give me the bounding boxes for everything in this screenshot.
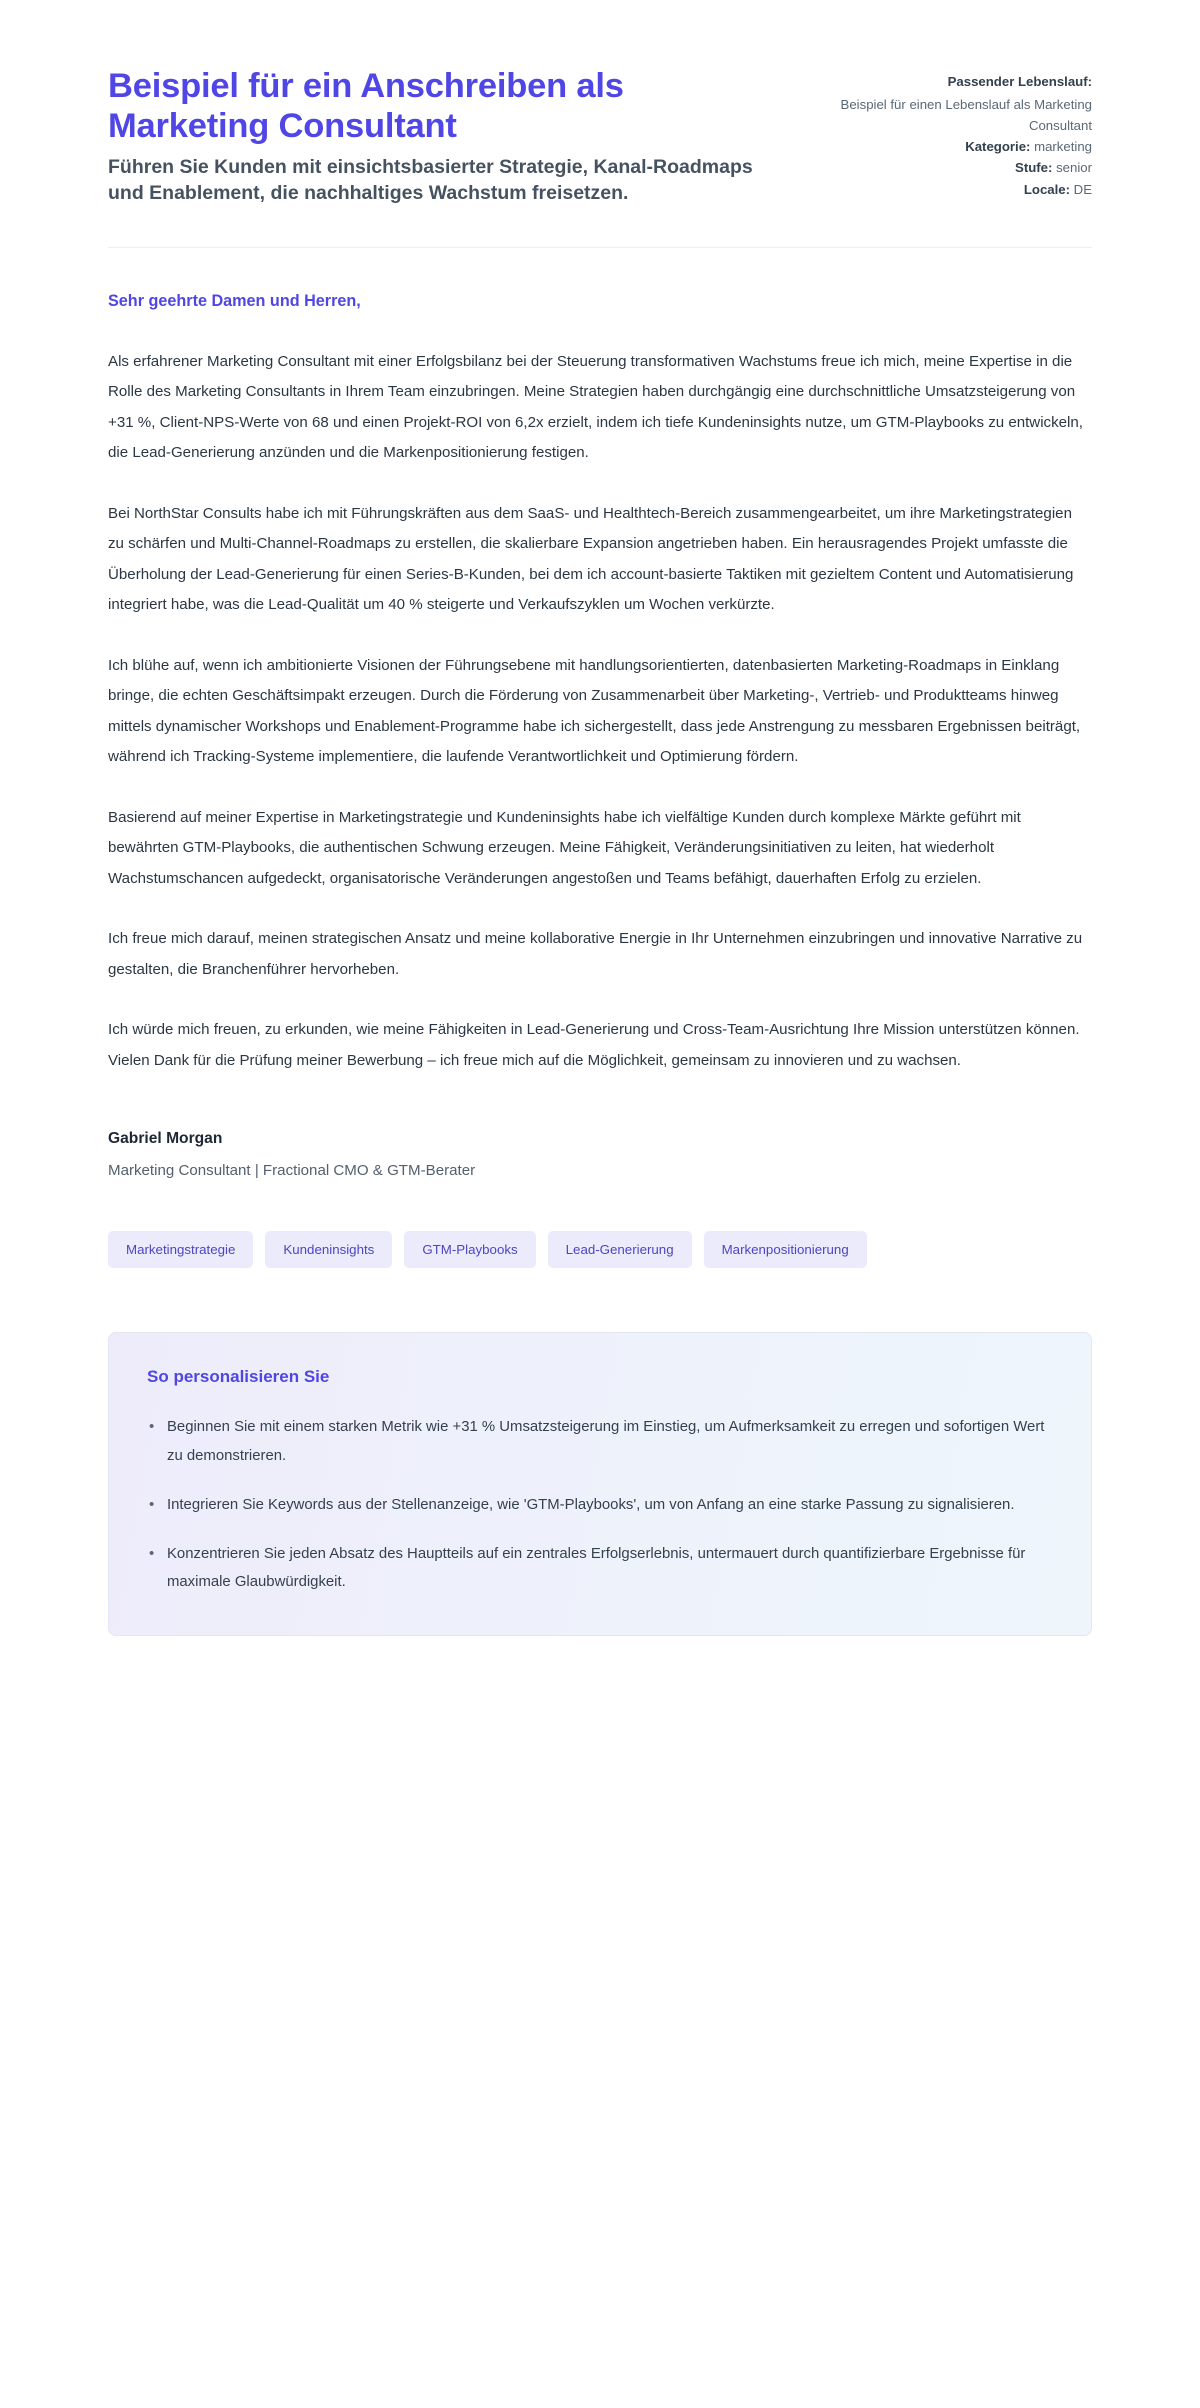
letter-paragraph: Ich würde mich freuen, zu erkunden, wie meine Fähigkeiten in Lead-Generierung und Cross-Team-Ausrichtung Ihre Mission unterstützen können. Vielen Dank für die Prüfung meiner Bewerbung – ich freue mich auf die Möglichkeit, gemeinsam zu innovieren und zu wachsen. [108,1021,1080,1069]
letter-paragraph: Basierend auf meiner Expertise in Marketingstrategie und Kundeninsights habe ich vielfältige Kunden durch komplexe Märkte geführt mit bewährten GTM-Playbooks, die authentischen Schwung erzeugen. Meine Fähigkeit, Veränderungsinitiativen zu leiten, hat wiederholt Wachstumschancen aufgedeckt, organisatorische Veränderungen angestoßen und Teams befähigt, dauerhaften Erfolg zu erzielen. [108,808,1021,887]
signature-role: Marketing Consultant | Fractional CMO & GTM-Berater [108,1162,476,1180]
tag-chip[interactable]: Lead-Generierung [548,1231,692,1268]
tag-chip[interactable]: GTM-Playbooks [404,1231,535,1268]
tag-chip[interactable]: Markenpositionierung [704,1231,867,1268]
meta-level [840,158,1092,178]
meta-matching-resume-value-row [840,95,1092,136]
letter-paragraph: Bei NorthStar Consults habe ich mit Führungskräften aus dem SaaS- und Healthtech-Bereich zusammengearbeitet, um ihre Marketingstrategien zu schärfen und Multi-Channel-Roadmaps zu erstellen, die skalierbare Expansion angetrieben haben. Ein herausragendes Projekt umfasste die Überholung der Lead-Generierung für einen Series-B-Kunden, bei dem ich account-basierte Taktiken mit gezieltem Content und Automatisierung integriert habe, was die Lead-Qualität um 40 % steigerte und Verkaufszyklen um Wochen verkürzte. [108,504,1074,614]
letter-body [108,248,1092,1076]
list-item: • Beginnen Sie mit einem starken Metrik wie +31 % Umsatzsteigerung im Einstieg, um Aufmerksamkeit zu erregen und sofortigen Wert zu demonstrieren. [147,1413,1053,1471]
list-item: • Integrieren Sie Keywords aus der Stellenanzeige, wie 'GTM-Playbooks', um von Anfang an eine starke Passung zu signalisieren. [147,1491,1053,1520]
signature-block [108,1130,1092,1179]
page-subtitle: Führen Sie Kunden mit einsichtsbasierter Strategie, Kanal-Roadmaps und Enablement, die nachhaltiges Wachstum freisetzen. [108,156,753,204]
letter-salutation: Sehr geehrte Damen und Herren, [108,291,361,310]
meta-locale [840,180,1092,200]
document-metadata [840,66,1092,200]
tag-chip[interactable]: Kundeninsights [265,1231,392,1268]
meta-level-label: Stufe: [1015,160,1053,176]
letter-paragraphs [108,347,1092,1076]
list-item: • Konzentrieren Sie jeden Absatz des Hauptteils auf ein zentrales Erfolgserlebnis, untermauert durch quantifizierbare Ergebnisse für maximale Glaubwürdigkeit. [147,1540,1053,1598]
tag-list [108,1231,1092,1268]
meta-locale-value: DE [1073,181,1092,197]
letter-paragraph: Als erfahrener Marketing Consultant mit einer Erfolgsbilanz bei der Steuerung transformativen Wachstums freue ich mich, meine Expertise in die Rolle des Marketing Consultants in Ihrem Team einzubringen. Meine Strategien haben durchgängig eine durchschnittliche Umsatzsteigerung von +31 %, Client-NPS-Werte von 68 und einen Projekt-ROI von 6,2x erzielt, indem ich tiefe Kundeninsights nutze, um GTM-Playbooks zu entwickeln, die Lead-Generierung anzünden und die Markenpositionierung festigen. [108,352,1083,462]
letter-paragraph: Ich blühe auf, wenn ich ambitionierte Visionen der Führungsebene mit handlungsorientierten, datenbasierten Marketing-Roadmaps in Einklang bringe, die echten Geschäftsimpakt erzeugen. Durch die Förderung von Zusammenarbeit über Marketing-, Vertrieb- und Produktteams hinweg mittels dynamischer Workshops und Enablement-Programme habe ich sichergestellt, dass jede Anstrengung zu messbaren Ergebnissen beiträgt, während ich Tracking-Systeme implementiere, die laufende Verantwortlichkeit und Optimierung fördern. [108,656,1081,766]
letter-paragraph: Ich freue mich darauf, meinen strategischen Ansatz und meine kollaborative Energie in Ihr Unternehmen einzubringen und innovative Narrative zu gestalten, die Branchenführer hervorheben. [108,930,1083,978]
meta-matching-resume-label: Passender Lebenslauf: [947,74,1092,89]
callout-title: So personalisieren Sie [147,1367,330,1387]
meta-matching-resume [840,72,1092,92]
document-header [108,44,1092,207]
meta-locale-label: Locale: [1023,181,1070,197]
meta-category-label: Kategorie: [965,138,1031,154]
tag-chip[interactable]: Marketingstrategie [108,1231,253,1268]
meta-category [840,137,1092,157]
meta-matching-resume-value: Beispiel für einen Lebenslauf als Marketing Consultant [840,97,1092,133]
callout-tip-list [147,1413,1053,1597]
personalization-callout [108,1332,1092,1636]
header-title-block [108,66,768,207]
signature-name: Gabriel Morgan [108,1130,223,1148]
meta-level-value: senior [1056,160,1092,176]
meta-category-value: marketing [1034,138,1092,154]
page-title: Beispiel für ein Anschreiben als Marketing Consultant [108,67,624,146]
